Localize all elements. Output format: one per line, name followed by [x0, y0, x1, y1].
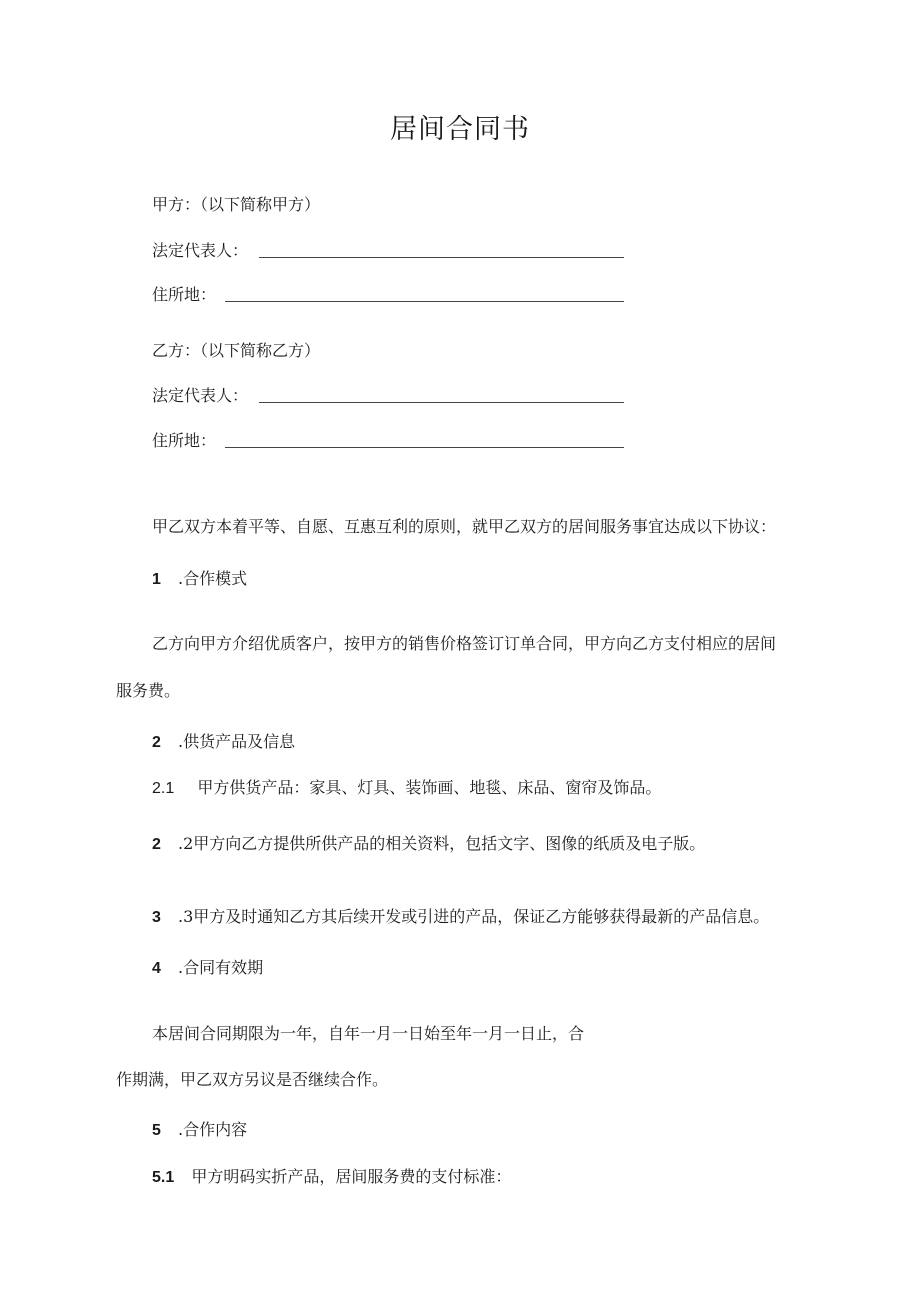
page-title: 居间合同书	[390, 114, 530, 145]
section-4-heading	[152, 958, 263, 979]
section-1-title: .合作模式	[178, 569, 248, 588]
section-4-body-line-2: 作期满，甲乙双方另议是否继续合作。	[116, 1070, 389, 1089]
party-a-address-label: 住所地：	[152, 285, 217, 304]
party-b-address-blank	[225, 447, 624, 448]
section-2-item-3	[152, 907, 769, 928]
section-5-title: .合作内容	[178, 1120, 248, 1139]
section-4-body-line-1: 本居间合同期限为一年，自年一月一日始至年一月一日止，合	[152, 1024, 585, 1043]
intro-paragraph: 甲乙双方本着平等、自愿、互惠互利的原则，就甲乙双方的居间服务事宜达成以下协议：	[152, 517, 777, 536]
party-b-rep-label: 法定代表人：	[152, 386, 249, 405]
party-b-rep-blank	[259, 402, 624, 403]
section-2-item-1-number: 2.1	[152, 780, 175, 797]
section-1-body-line-2: 服务费。	[116, 681, 181, 700]
party-b-address-label: 住所地：	[152, 431, 217, 450]
section-5-item-1	[152, 1167, 511, 1188]
section-5-number: 5	[152, 1122, 161, 1139]
party-a-rep-blank	[259, 257, 624, 258]
section-2-item-1	[152, 778, 661, 799]
section-5-item-1-number: 5.1	[152, 1169, 175, 1186]
party-b-label: 乙方：（以下简称乙方）	[152, 341, 321, 360]
section-2-number: 2	[152, 734, 161, 751]
section-2-item-3-number: 3	[152, 909, 161, 926]
section-1-number: 1	[152, 571, 161, 588]
section-2-heading	[152, 732, 295, 753]
section-2-title: .供货产品及信息	[178, 732, 296, 751]
section-2-item-3-text: .3甲方及时通知乙方其后续开发或引进的产品，保证乙方能够获得最新的产品信息。	[178, 907, 770, 926]
party-a-label: 甲方：（以下简称甲方）	[152, 195, 321, 214]
section-4-title: .合同有效期	[178, 958, 264, 977]
section-5-item-1-text: 甲方明码实折产品，居间服务费的支付标准：	[191, 1167, 512, 1186]
party-a-address-blank	[225, 301, 624, 302]
section-2-item-1-text: 甲方供货产品：家具、灯具、装饰画、地毯、床品、窗帘及饰品。	[197, 778, 662, 797]
section-1-heading	[152, 569, 247, 590]
section-1-body-line-1: 乙方向甲方介绍优质客户，按甲方的销售价格签订订单合同，甲方向乙方支付相应的居间	[152, 634, 777, 653]
section-2-item-2	[152, 834, 705, 855]
section-5-heading	[152, 1120, 247, 1141]
party-a-rep-label: 法定代表人：	[152, 241, 249, 260]
section-2-item-2-number: 2	[152, 836, 161, 853]
section-4-number: 4	[152, 960, 161, 977]
section-2-item-2-text: .2甲方向乙方提供所供产品的相关资料，包括文字、图像的纸质及电子版。	[178, 834, 706, 853]
